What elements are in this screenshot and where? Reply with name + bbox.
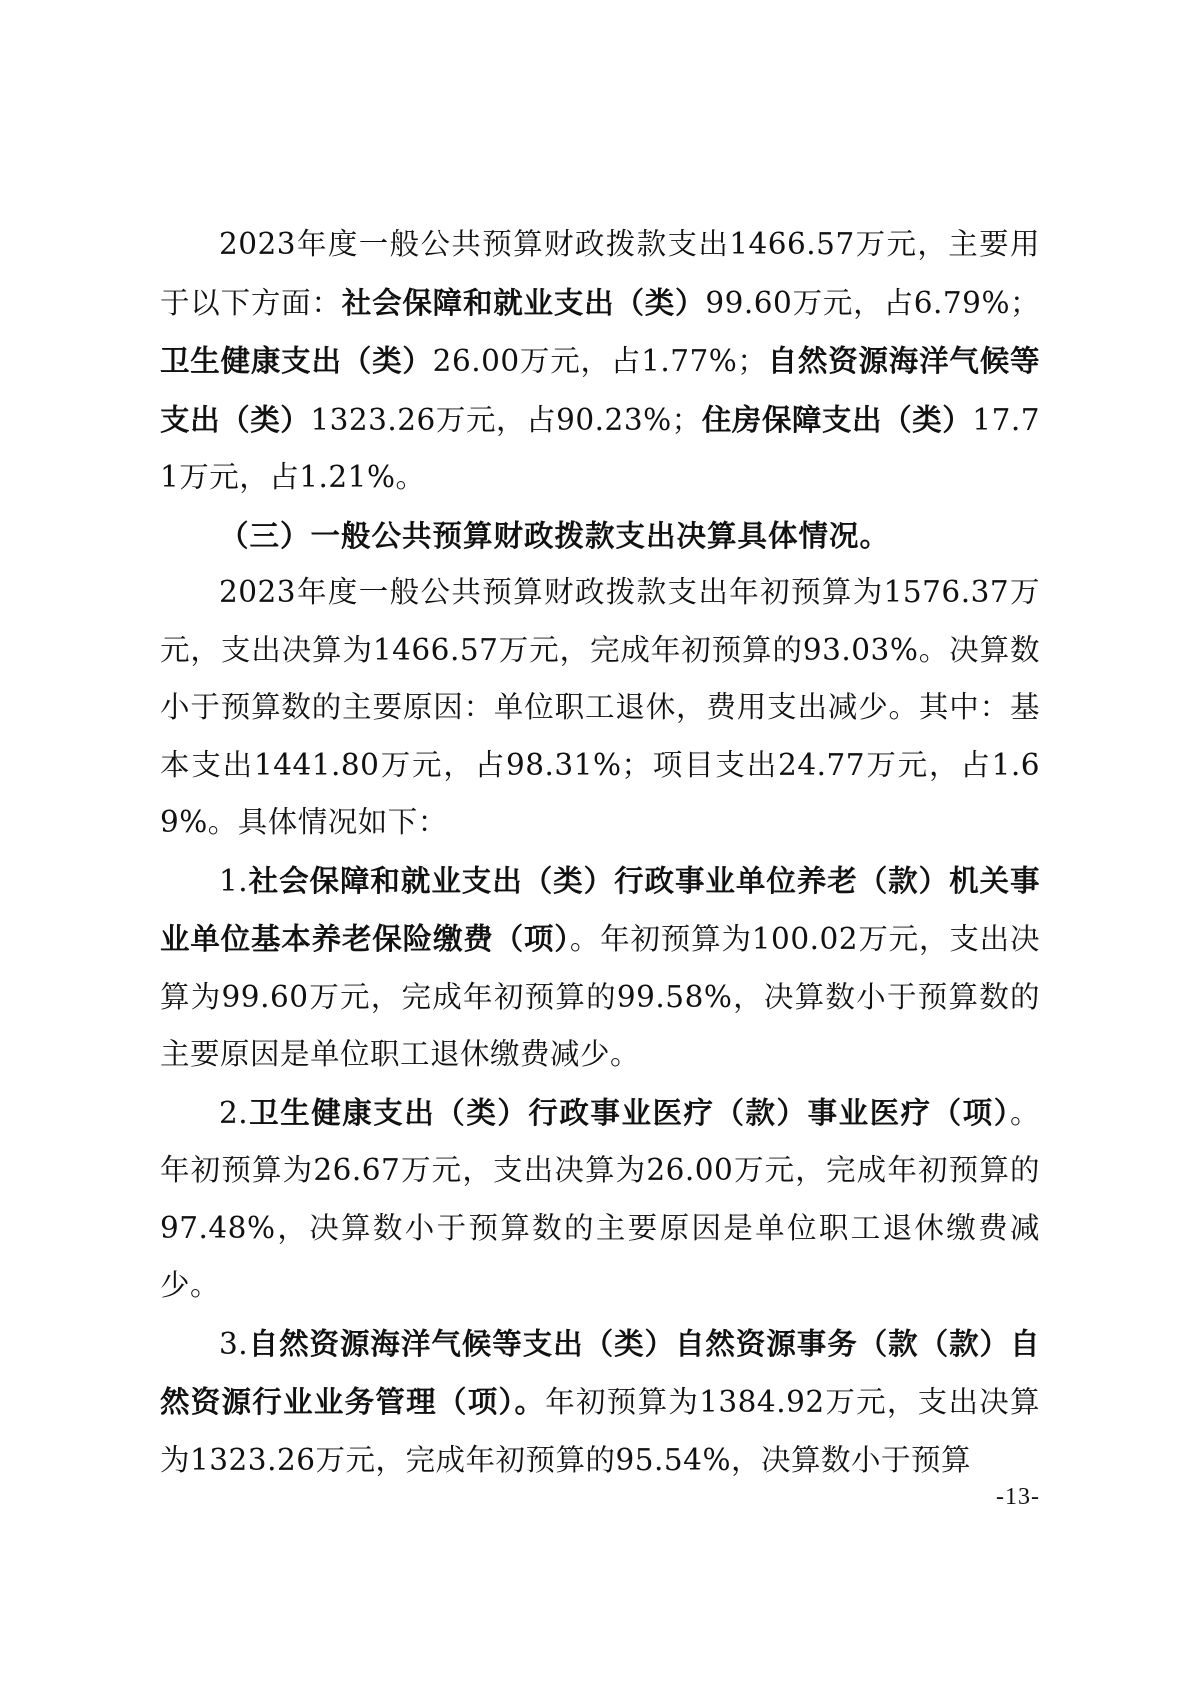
item-number: 2. xyxy=(219,1095,249,1130)
paragraph-item-3 xyxy=(160,1315,1040,1490)
paragraph-item-1 xyxy=(160,852,1040,1084)
paragraph-budget-details: 2023年度一般公共预算财政拨款支出年初预算为1576.37万元，支出决算为1466.57万元，完成年初预算的93.03%。决算数小于预算数的主要原因：单位职工退休，费用支出减少。其中：基本支出1441.80万元，占98.31%；项目支出24.77万元，占1.69%。具体情况如下： xyxy=(160,575,1040,839)
item-number: 1. xyxy=(219,863,249,898)
item-text: 。年初预算为100.02万元，支出决算为99.60万元，完成年初预算的99.58%，决算数小于预算数的主要原因是单位职工退休缴费减少。 xyxy=(160,922,1040,1071)
text-span: 26.00万元，占1.77%； xyxy=(432,344,768,378)
item-title: 社会保障和就业支出（类）行政事业单位养老（款）机关事业单位基本养老保险缴费（项） xyxy=(160,862,1040,956)
item-title: 自然资源海洋气候等支出（类）自然资源事务（款（款）自然资源行业业务管理（项）。 xyxy=(160,1325,1040,1419)
text-span: 2023年度一般公共预算财政拨款支出1466.57万元，主要用于以下方面： xyxy=(160,227,1040,320)
text-span: 1323.26万元，占90.23%； xyxy=(310,402,702,437)
bold-category-social-security: 社会保障和就业支出（类） xyxy=(341,284,706,320)
document-body xyxy=(160,216,1040,1489)
item-title: 卫生健康支出（类）行政事业医疗（款）事业医疗（项） xyxy=(248,1094,1010,1130)
bold-category-housing: 住房保障支出（类） xyxy=(701,401,973,437)
paragraph-item-2 xyxy=(160,1084,1040,1315)
item-number: 3. xyxy=(219,1326,249,1361)
page-number: -13- xyxy=(996,1484,1040,1510)
item-text: 。年初预算为26.67万元，支出决算为26.00万元，完成年初预算的97.48%，决算数小于预算数的主要原因是单位职工退休缴费减少。 xyxy=(160,1095,1040,1302)
section-heading: （三）一般公共预算财政拨款支出决算具体情况。 xyxy=(219,517,891,553)
item-text: 年初预算为1384.92万元，支出决算为1323.26万元，完成年初预算的95.54%，决算数小于预算 xyxy=(160,1385,1040,1477)
text-span: 17.71万元，占1.21%。 xyxy=(160,402,1040,494)
paragraph-expenditure-summary xyxy=(160,216,1040,507)
bold-category-natural-resources: 自然资源海洋气候等支出（类） xyxy=(160,343,1040,437)
text-span: 99.60万元，占6.79%； xyxy=(705,285,1040,320)
bold-category-health: 卫生健康支出（类） xyxy=(160,343,433,378)
